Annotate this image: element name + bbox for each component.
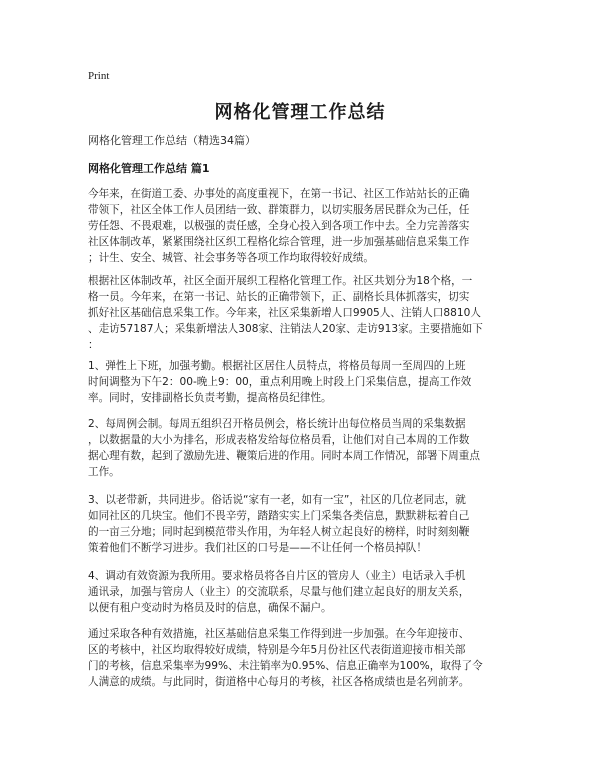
print-label[interactable]: Print [88,70,110,82]
paragraph-line: 据心理有数，起到了激励先进、鞭策后进的作用。同时本周工作情况，部署下周重点 [88,450,480,462]
paragraph-line: 社区体制改革，紧紧围绕社区织工程格化综合管理，进一步加强基础信息采集工作 [88,236,470,248]
paragraph-5 [88,492,520,556]
paragraph-line: 策着他们不断学习进步。我们社区的口号是——不让任何一个格员掉队！ [88,542,427,554]
paragraph-line: 如同社区的几块宝。他们不畏辛劳，踏踏实实上门采集各类信息，默默耕耘着自己 [88,510,470,522]
paragraph-1 [88,186,520,266]
paragraph-line: 4、调动有效资源为我所用。要求格员将各自片区的管房人（业主）电话录入手机 [88,570,466,582]
paragraph-line: 今年来，在街道工委、办事处的高度重视下，在第一书记、社区工作站站长的正确 [88,188,470,200]
section-heading: 网格化管理工作总结 篇1 [88,162,210,175]
paragraph-4 [88,416,520,480]
paragraph-6 [88,568,520,616]
paragraph-line: 3、以老带新，共同进步。俗话说“家有一老，如有一宝”，社区的几位老同志，就 [88,494,466,506]
paragraph-line: 通讯录，加强与管房人（业主）的交流联系，尽量与他们建立起良好的朋友关系， [88,586,470,598]
paragraph-line: 1、弹性上下班，加强考勤。根据社区居住人员特点，将格员每周一至周四的上班 [88,360,466,372]
paragraph-line: 率。同时，安排副格长负责考勤，提高格员纪律性。 [88,392,332,404]
paragraph-line: 门的考核，信息采集率为99%、未注销率为0.95%、信息正确率为100%，取得了令 [88,660,483,672]
paragraph-line: 人满意的成绩。与此同时，街道格中心每月的考核，社区各格成绩也是名列前茅。 [88,676,470,688]
paragraph-line: 2、每周例会制。每周五组织召开格员例会，格长统计出每位格员当周的采集数据 [88,418,466,430]
paragraph-line: 的一亩三分地；同时起到模范带头作用，为年轻人树立起良好的榜样，时时刻刻鞭 [88,526,470,538]
paragraph-2 [88,273,520,353]
paragraph-line: ： [88,339,99,351]
paragraph-line: 劳任怨、不畏艰难，以极强的责任感，全身心投入到各项工作中去。全力完善落实 [88,220,470,232]
paragraph-line: 通过采取各种有效措施，社区基础信息采集工作得到进一步加强。在今年迎接市、 [88,628,470,640]
paragraph-line: ，以数据量的大小为排名，形成表格发给每位格员看，让他们对自己本周的工作数 [88,434,470,446]
paragraph-line: ；计生、安全、城管、社会事务等各项工作均取得较好成绩。 [88,252,375,264]
paragraph-line: 区的考核中，社区均取得较好成绩，特别是今年5月份社区代表街道迎接市相关部 [88,644,466,656]
page-title: 网格化管理工作总结 [214,102,386,123]
paragraph-line: 、走访57187人；采集新增法人308家、注销法人20家、走访913家。主要措施如下 [88,323,483,335]
page-subtitle: 网格化管理工作总结（精选34篇） [88,134,256,147]
paragraph-3 [88,358,520,406]
paragraph-line: 格一员。今年来，在第一书记、站长的正确带领下，正、副格长具体抓落实，切实 [88,291,470,303]
paragraph-line: 工作。 [88,466,120,478]
paragraph-line: 带领下，社区全体工作人员团结一致、群策群力，以切实服务居民群众为己任，任 [88,204,470,216]
paragraph-line: 抓好社区基础信息采集工作。今年来，社区采集新增人口9905人、注销人口8810人 [88,307,481,319]
paragraph-line: 以便有租户变动时为格员及时的信息，确保不漏户。 [88,602,332,614]
paragraph-7 [88,626,520,690]
paragraph-line: 时间调整为下午2：00-晚上9：00，重点利用晚上时段上门采集信息，提高工作效 [88,376,472,388]
paragraph-line: 根据社区体制改革，社区全面开展织工程格化管理工作。社区共划分为18个格，一 [88,275,473,287]
